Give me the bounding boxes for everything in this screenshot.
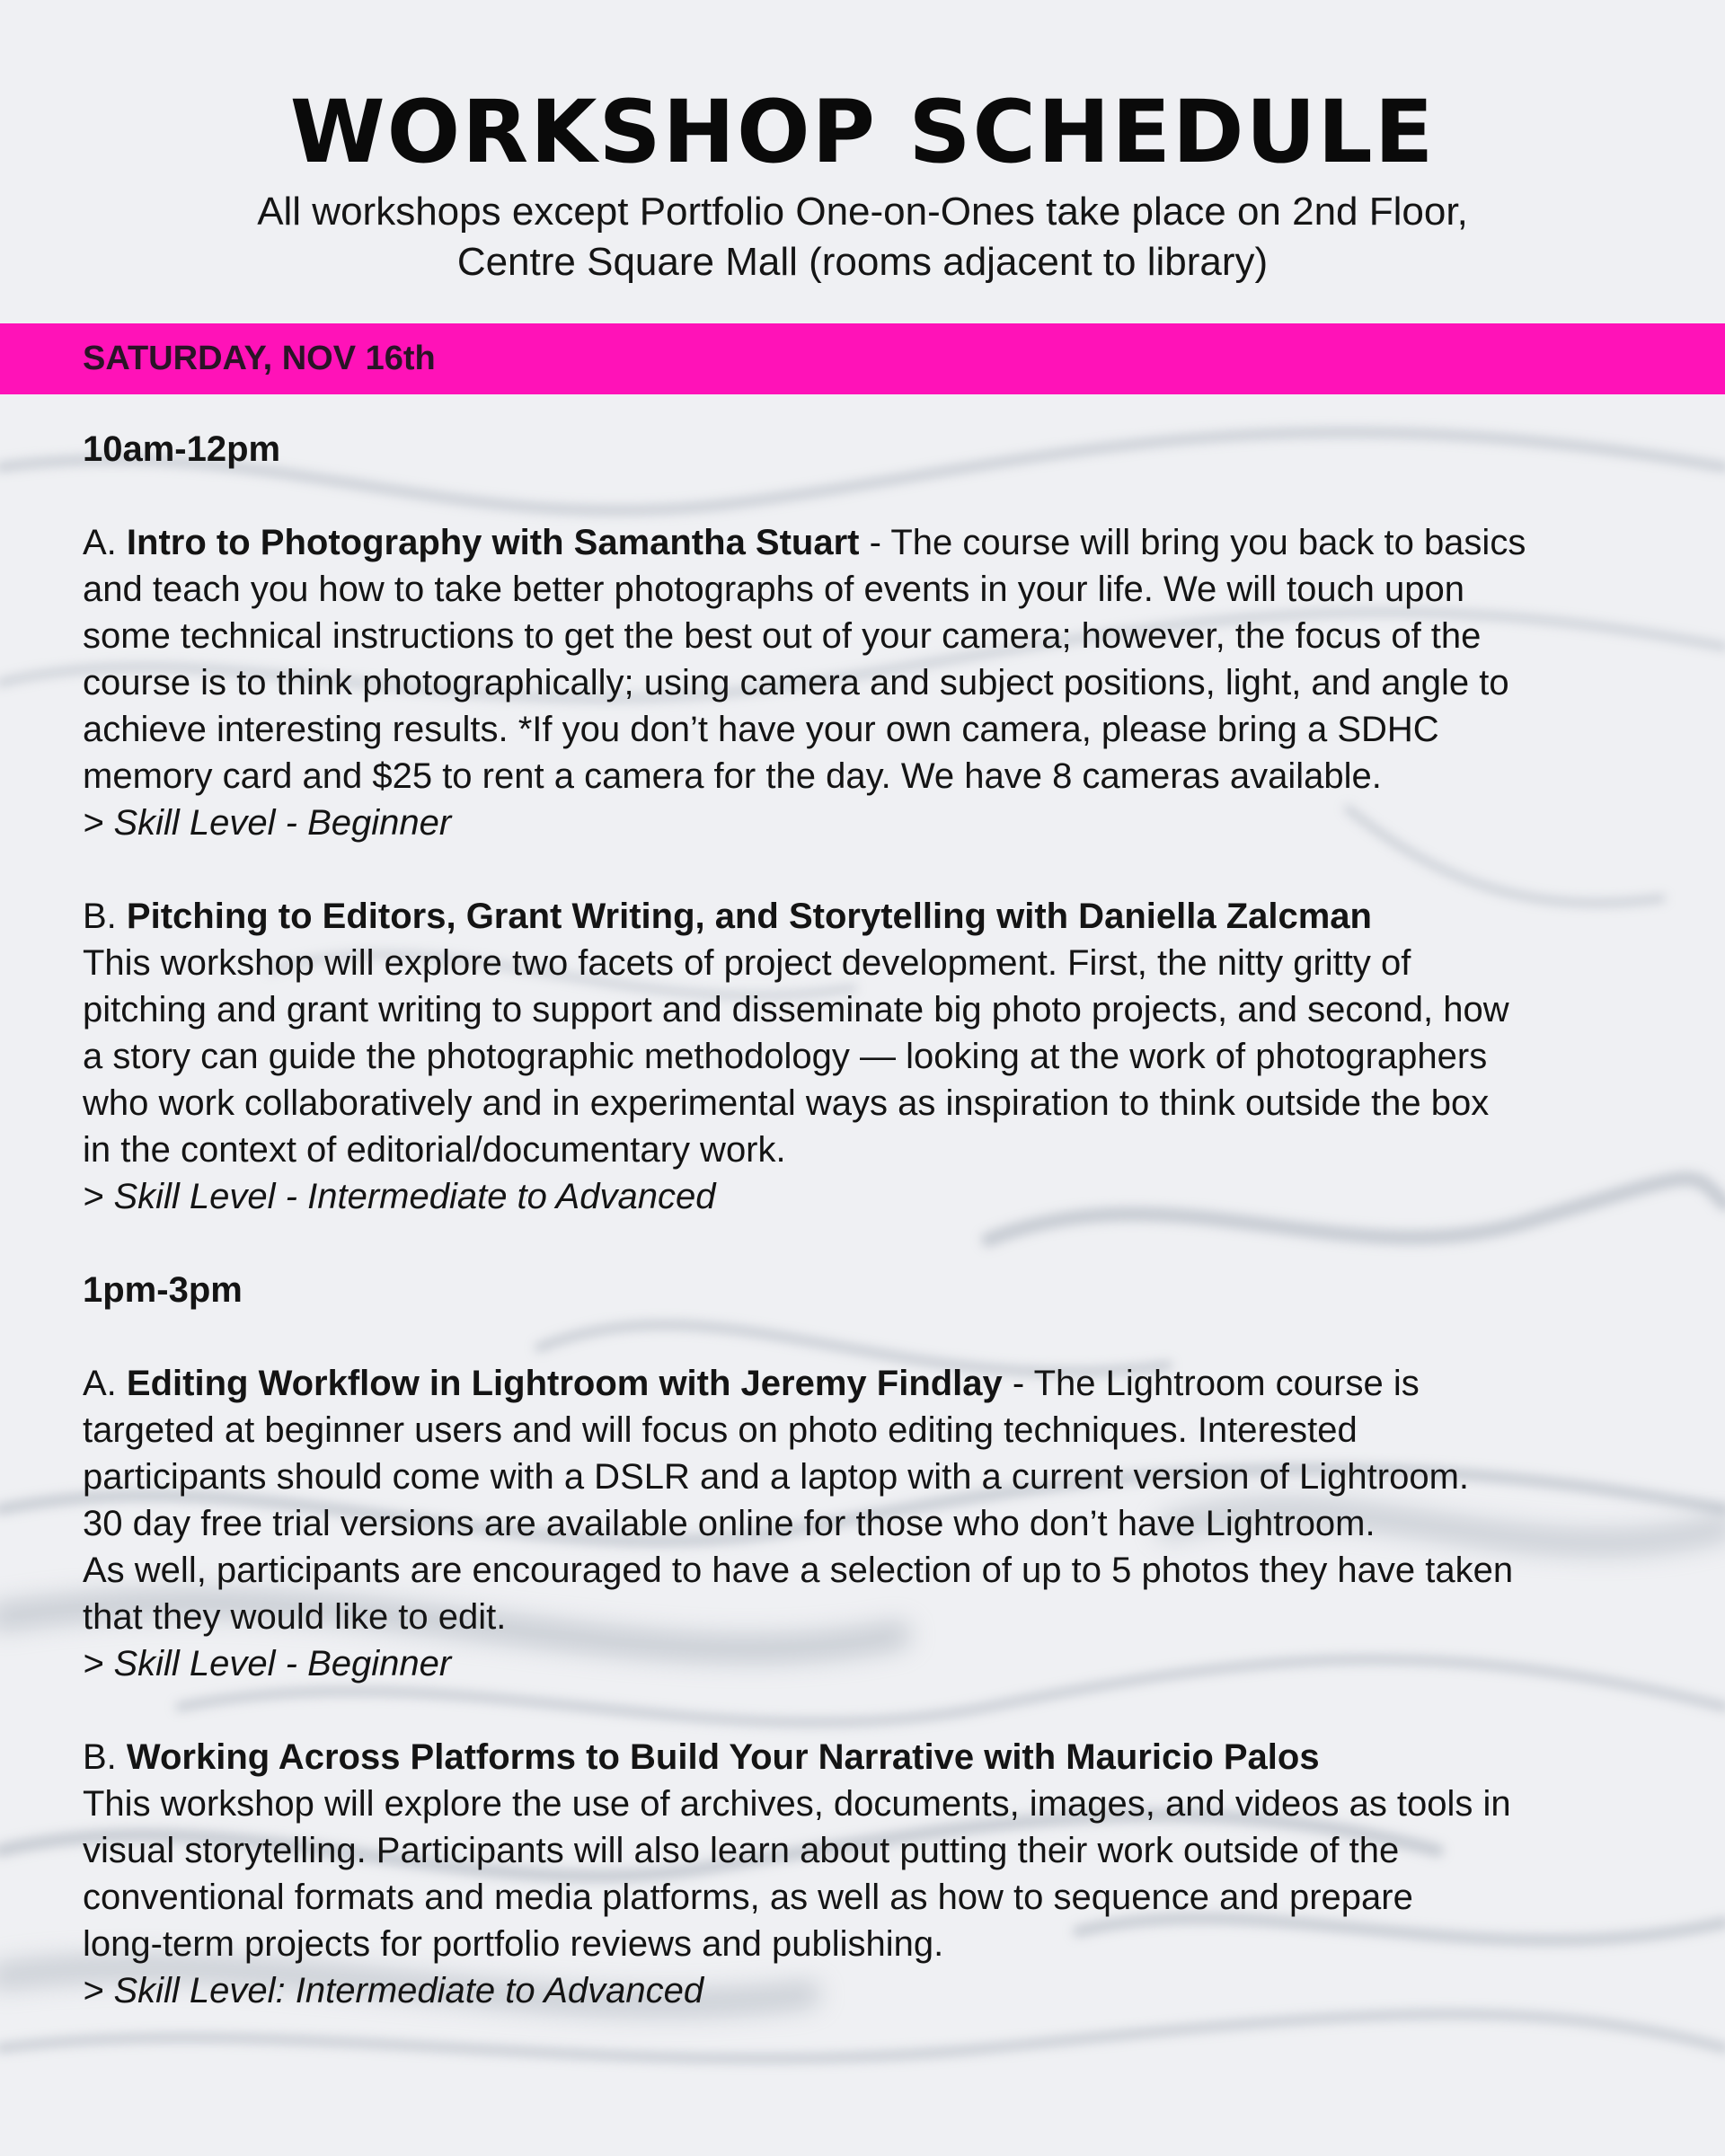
description-line: some technical instructions to get the best out of your camera; however, the focus of the [83,616,1482,656]
workshop-1b [83,893,1664,1220]
description-line: long-term projects for portfolio reviews and publishing. [83,1924,944,1964]
page-title: WORKSHOP SCHEDULE [289,82,1436,182]
description-line: This workshop will explore two facets of project development. First, the nitty gritty of [83,943,1411,983]
description-line: that they would like to edit. [83,1597,507,1637]
description-line: targeted at beginner users and will focus on photo editing techniques. Interested [83,1410,1358,1450]
workshop-letter: A. [83,523,117,562]
description-line: pitching and grant writing to support and disseminate big photo projects, and second, how [83,990,1509,1029]
day-label: SATURDAY, NOV 16th [83,340,436,377]
page-subtitle [0,187,1725,287]
workshop-heading-line [83,1360,1664,1407]
description-line: conventional formats and media platforms, as well as how to sequence and prepare [83,1878,1413,1917]
skill-level: > Skill Level: Intermediate to Advanced [83,1971,704,2010]
workshop-1a [83,519,1664,846]
day-banner [0,323,1725,394]
description-line: - The course will bring you back to basics [859,523,1526,562]
workshop-title: Working Across Platforms to Build Your Narrative with Mauricio Palos [126,1737,1320,1777]
workshop-title: Editing Workflow in Lightroom with Jeremy Findlay [126,1364,1003,1403]
description-line: - The Lightroom course is [1002,1364,1420,1403]
subtitle-line: Centre Square Mall (rooms adjacent to library) [456,240,1269,284]
workshop-letter: B. [83,897,117,936]
description-line: 30 day free trial versions are available online for those who don’t have Lightroom. [83,1504,1376,1543]
slot-time: 10am-12pm [83,429,281,469]
description-line: memory card and $25 to rent a camera for the day. We have 8 cameras available. [83,756,1382,796]
description-line: visual storytelling. Participants will also learn about putting their work outside of the [83,1831,1400,1870]
workshop-letter: A. [83,1364,117,1403]
subtitle-line: All workshops except Portfolio One-on-Ones take place on 2nd Floor, [257,190,1468,234]
description-line: who work collaboratively and in experimental ways as inspiration to think outside the box [83,1083,1490,1123]
workshop-heading-line [83,519,1664,566]
skill-level: > Skill Level - Beginner [83,803,452,843]
skill-level: > Skill Level - Intermediate to Advanced [83,1177,716,1216]
slot-time: 1pm-3pm [83,1270,243,1310]
workshop-heading-line [83,1734,1664,1780]
description-line: course is to think photographically; using camera and subject positions, light, and angle to [83,663,1509,702]
time-slot-2 [83,1267,1664,1313]
workshop-2b [83,1734,1664,2014]
description-line: As well, participants are encouraged to have a selection of up to 5 photos they have taken [83,1551,1514,1590]
time-slot-1 [83,426,1664,473]
workshop-2a [83,1360,1664,1687]
description-line: participants should come with a DSLR and a laptop with a current version of Lightroom. [83,1457,1470,1497]
description-line: a story can guide the photographic methodology — looking at the work of photographers [83,1037,1488,1076]
description-line: This workshop will explore the use of archives, documents, images, and videos as tools in [83,1784,1511,1824]
description-line: in the context of editorial/documentary work. [83,1130,786,1170]
description-line: and teach you how to take better photographs of events in your life. We will touch upon [83,570,1464,609]
workshop-heading-line [83,893,1664,940]
workshop-title: Intro to Photography with Samantha Stuart [126,523,860,562]
workshop-letter: B. [83,1737,117,1777]
skill-level: > Skill Level - Beginner [83,1644,452,1683]
workshop-title: Pitching to Editors, Grant Writing, and Storytelling with Daniella Zalcman [126,897,1372,936]
description-line: achieve interesting results. *If you don’t have your own camera, please bring a SDHC [83,710,1439,749]
